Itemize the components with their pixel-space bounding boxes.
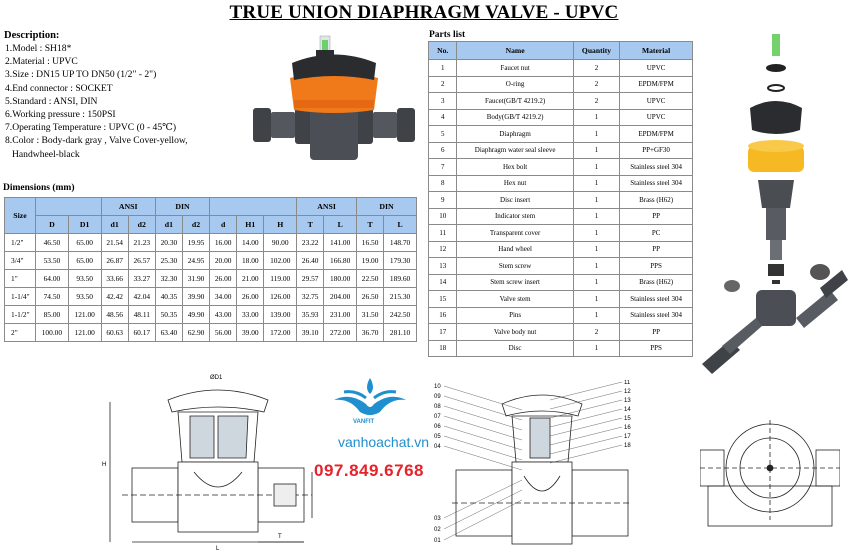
table-row bbox=[5, 270, 417, 288]
parts-cell: 3 bbox=[429, 93, 457, 110]
dimension-column-header: d2 bbox=[128, 216, 155, 234]
dimension-cell: 180.00 bbox=[324, 270, 357, 288]
description-line: 1.Model : SH18* bbox=[5, 43, 72, 54]
table-row bbox=[429, 60, 693, 77]
size-cell: 2" bbox=[5, 324, 36, 342]
svg-text:L: L bbox=[216, 546, 220, 552]
parts-cell: PC bbox=[620, 225, 693, 242]
parts-cell: 1 bbox=[429, 60, 457, 77]
parts-cell: Stainless steel 304 bbox=[620, 159, 693, 176]
parts-cell: 2 bbox=[429, 76, 457, 93]
part-number-label: 17 bbox=[624, 434, 631, 440]
parts-cell: Stem screw bbox=[457, 258, 573, 275]
website-text: vanhoachat.vn bbox=[338, 434, 430, 450]
parts-cell: Brass (H62) bbox=[620, 192, 693, 209]
parts-cell: 8 bbox=[429, 175, 457, 192]
dimension-cell: 85.00 bbox=[36, 306, 69, 324]
parts-cell: 10 bbox=[429, 208, 457, 225]
exploded-view bbox=[700, 28, 848, 388]
size-cell: 1-1/2" bbox=[5, 306, 36, 324]
parts-cell: 1 bbox=[573, 340, 619, 357]
parts-cell: PPS bbox=[620, 340, 693, 357]
dimension-cell: 141.00 bbox=[324, 234, 357, 252]
parts-cell: Valve body nut bbox=[457, 324, 573, 341]
dimension-cell: 39.10 bbox=[297, 324, 324, 342]
dimension-cell: 172.00 bbox=[264, 324, 297, 342]
part-number-label: 02 bbox=[434, 527, 441, 533]
dimension-cell: 272.00 bbox=[324, 324, 357, 342]
parts-cell: 1 bbox=[573, 241, 619, 258]
parts-cell: PP+GF30 bbox=[620, 142, 693, 159]
dimension-cell: 121.00 bbox=[68, 306, 101, 324]
ansi-header: ANSI bbox=[101, 198, 155, 216]
table-row bbox=[429, 159, 693, 176]
description-line: 3.Size : DN15 UP TO DN50 (1/2" - 2") bbox=[5, 69, 157, 81]
part-number-label: 11 bbox=[624, 380, 631, 386]
table-row bbox=[5, 306, 417, 324]
dimension-cell: 50.35 bbox=[155, 306, 182, 324]
din-header-2: DIN bbox=[357, 198, 417, 216]
dimensions-table bbox=[4, 197, 417, 342]
parts-cell: 14 bbox=[429, 274, 457, 291]
dimension-cell: 281.10 bbox=[384, 324, 417, 342]
parts-cell: Stainless steel 304 bbox=[620, 175, 693, 192]
parts-cell: PP bbox=[620, 324, 693, 341]
parts-column-header: No. bbox=[429, 42, 457, 60]
parts-list-table bbox=[428, 41, 693, 357]
parts-cell: 12 bbox=[429, 241, 457, 258]
part-number-label: 14 bbox=[624, 407, 631, 413]
table-row bbox=[429, 208, 693, 225]
table-row bbox=[429, 291, 693, 308]
parts-cell: 1 bbox=[573, 159, 619, 176]
dimension-cell: 33.66 bbox=[101, 270, 128, 288]
parts-cell: 1 bbox=[573, 274, 619, 291]
parts-cell: Pins bbox=[457, 307, 573, 324]
parts-cell: Brass (H62) bbox=[620, 274, 693, 291]
parts-cell: 1 bbox=[573, 142, 619, 159]
table-row bbox=[429, 126, 693, 143]
table-row bbox=[429, 241, 693, 258]
dimension-cell: 102.00 bbox=[264, 252, 297, 270]
parts-cell: O-ring bbox=[457, 76, 573, 93]
description-heading: Description: bbox=[4, 30, 60, 41]
dimension-cell: 62.90 bbox=[182, 324, 209, 342]
parts-cell: 6 bbox=[429, 142, 457, 159]
description-line: 8.Color : Body-dark gray , Valve Cover-yellow, bbox=[5, 135, 188, 147]
dimension-column-header: D1 bbox=[68, 216, 101, 234]
size-cell: 1-1/4" bbox=[5, 288, 36, 306]
dimension-cell: 53.50 bbox=[36, 252, 69, 270]
dimension-column-header: L bbox=[324, 216, 357, 234]
dimension-cell: 48.56 bbox=[101, 306, 128, 324]
ansi-header-2: ANSI bbox=[297, 198, 357, 216]
table-row bbox=[429, 109, 693, 126]
description-line: Handwheel-black bbox=[12, 148, 80, 160]
dimension-cell: 63.40 bbox=[155, 324, 182, 342]
dimension-cell: 189.60 bbox=[384, 270, 417, 288]
dimension-cell: 20.00 bbox=[210, 252, 237, 270]
dimension-cell: 31.50 bbox=[357, 306, 384, 324]
dimension-cell: 231.00 bbox=[324, 306, 357, 324]
dimension-cell: 26.40 bbox=[297, 252, 324, 270]
parts-cell: UPVC bbox=[620, 93, 693, 110]
table-row bbox=[429, 192, 693, 209]
dimension-cell: 60.17 bbox=[128, 324, 155, 342]
dimension-cell: 31.90 bbox=[182, 270, 209, 288]
svg-text:ØD1: ØD1 bbox=[210, 375, 223, 381]
parts-cell: 1 bbox=[573, 175, 619, 192]
size-cell: 1" bbox=[5, 270, 36, 288]
dimension-cell: 204.00 bbox=[324, 288, 357, 306]
parts-cell: 2 bbox=[573, 60, 619, 77]
din-header: DIN bbox=[155, 198, 209, 216]
dimension-cell: 21.54 bbox=[101, 234, 128, 252]
parts-cell: 2 bbox=[573, 93, 619, 110]
dimension-cell: 215.30 bbox=[384, 288, 417, 306]
dimension-column-header: d bbox=[210, 216, 237, 234]
dimension-cell: 26.00 bbox=[210, 270, 237, 288]
dimension-cell: 64.00 bbox=[36, 270, 69, 288]
dimension-cell: 32.75 bbox=[297, 288, 324, 306]
table-row bbox=[429, 76, 693, 93]
dimension-cell: 21.00 bbox=[237, 270, 264, 288]
dimension-column-header: d1 bbox=[101, 216, 128, 234]
parts-cell: 1 bbox=[573, 208, 619, 225]
part-number-label: 08 bbox=[434, 404, 441, 410]
dimension-cell: 60.63 bbox=[101, 324, 128, 342]
parts-cell: Diaphragm water seal sleeve bbox=[457, 142, 573, 159]
dimension-cell: 242.50 bbox=[384, 306, 417, 324]
description-line: 6.Working pressure : 150PSI bbox=[5, 109, 116, 120]
dimension-column-header: H bbox=[264, 216, 297, 234]
parts-column-header: Quantity bbox=[573, 42, 619, 60]
dimension-cell: 40.35 bbox=[155, 288, 182, 306]
dimension-column-header: d2 bbox=[182, 216, 209, 234]
part-number-label: 12 bbox=[624, 389, 631, 395]
table-row bbox=[5, 252, 417, 270]
parts-cell: UPVC bbox=[620, 60, 693, 77]
parts-cell: Stainless steel 304 bbox=[620, 291, 693, 308]
parts-cell: 13 bbox=[429, 258, 457, 275]
table-row bbox=[5, 288, 417, 306]
parts-cell: Faucet(GB/T 4219.2) bbox=[457, 93, 573, 110]
dimension-cell: 36.70 bbox=[357, 324, 384, 342]
dimension-cell: 35.93 bbox=[297, 306, 324, 324]
parts-cell: Indicator stem bbox=[457, 208, 573, 225]
dimension-column-header: D bbox=[36, 216, 69, 234]
dimension-cell: 21.23 bbox=[128, 234, 155, 252]
dimension-column-header: d1 bbox=[155, 216, 182, 234]
parts-cell: Valve stem bbox=[457, 291, 573, 308]
parts-cell: Disc bbox=[457, 340, 573, 357]
table-row bbox=[429, 225, 693, 242]
dimension-cell: 39.90 bbox=[182, 288, 209, 306]
dimension-cell: 148.70 bbox=[384, 234, 417, 252]
parts-cell: 17 bbox=[429, 324, 457, 341]
dimension-cell: 34.00 bbox=[210, 288, 237, 306]
parts-cell: 15 bbox=[429, 291, 457, 308]
dimension-cell: 23.22 bbox=[297, 234, 324, 252]
description-line: 5.Standard : ANSI, DIN bbox=[5, 95, 98, 107]
dimension-cell: 56.00 bbox=[210, 324, 237, 342]
dimension-cell: 93.50 bbox=[68, 288, 101, 306]
parts-cell: Body(GB/T 4219.2) bbox=[457, 109, 573, 126]
dimension-cell: 48.11 bbox=[128, 306, 155, 324]
dimension-cell: 93.50 bbox=[68, 270, 101, 288]
parts-cell: 1 bbox=[573, 192, 619, 209]
parts-cell: 18 bbox=[429, 340, 457, 357]
dimension-cell: 74.50 bbox=[36, 288, 69, 306]
dimension-cell: 100.00 bbox=[36, 324, 69, 342]
parts-cell: 9 bbox=[429, 192, 457, 209]
dimension-cell: 42.42 bbox=[101, 288, 128, 306]
cross-section-drawing-left bbox=[98, 372, 328, 553]
parts-cell: UPVC bbox=[620, 109, 693, 126]
parts-cell: 2 bbox=[573, 324, 619, 341]
dimension-cell: 24.95 bbox=[182, 252, 209, 270]
dimension-cell: 65.00 bbox=[68, 252, 101, 270]
part-number-label: 05 bbox=[434, 434, 441, 440]
parts-cell: 2 bbox=[573, 76, 619, 93]
size-cell: 1/2" bbox=[5, 234, 36, 252]
table-row bbox=[5, 234, 417, 252]
dimension-column-header: L bbox=[384, 216, 417, 234]
dimension-column-header: H1 bbox=[237, 216, 264, 234]
parts-cell: 1 bbox=[573, 258, 619, 275]
cross-section-drawing-right bbox=[432, 380, 644, 553]
dimension-cell: 121.00 bbox=[68, 324, 101, 342]
parts-cell: EPDM/FPM bbox=[620, 126, 693, 143]
part-number-label: 01 bbox=[434, 538, 441, 544]
parts-cell: Stainless steel 304 bbox=[620, 307, 693, 324]
dimension-cell: 39.00 bbox=[237, 324, 264, 342]
dimension-cell: 20.30 bbox=[155, 234, 182, 252]
parts-column-header: Material bbox=[620, 42, 693, 60]
parts-cell: 4 bbox=[429, 109, 457, 126]
part-number-label: 06 bbox=[434, 424, 441, 430]
table-row bbox=[429, 324, 693, 341]
parts-cell: Hex bolt bbox=[457, 159, 573, 176]
table-row bbox=[429, 175, 693, 192]
dimension-cell: 16.00 bbox=[210, 234, 237, 252]
dimension-cell: 16.50 bbox=[357, 234, 384, 252]
dimension-cell: 90.00 bbox=[264, 234, 297, 252]
dimension-cell: 43.00 bbox=[210, 306, 237, 324]
parts-cell: 7 bbox=[429, 159, 457, 176]
parts-cell: PP bbox=[620, 208, 693, 225]
parts-cell: 5 bbox=[429, 126, 457, 143]
parts-cell: 16 bbox=[429, 307, 457, 324]
dimension-cell: 32.30 bbox=[155, 270, 182, 288]
dimension-cell: 19.00 bbox=[357, 252, 384, 270]
dimension-cell: 33.27 bbox=[128, 270, 155, 288]
dimension-cell: 126.00 bbox=[264, 288, 297, 306]
dimension-cell: 29.57 bbox=[297, 270, 324, 288]
description-line: 4.End connector : SOCKET bbox=[5, 82, 113, 94]
dimension-cell: 139.00 bbox=[264, 306, 297, 324]
dimension-cell: 119.00 bbox=[264, 270, 297, 288]
dimension-column-header: T bbox=[297, 216, 324, 234]
parts-cell: Faucet nut bbox=[457, 60, 573, 77]
parts-column-header: Name bbox=[457, 42, 573, 60]
valve-photo bbox=[250, 28, 420, 163]
dimension-cell: 46.50 bbox=[36, 234, 69, 252]
dimension-cell: 25.30 bbox=[155, 252, 182, 270]
size-header: Size bbox=[5, 198, 36, 234]
table-row bbox=[5, 324, 417, 342]
part-number-label: 16 bbox=[624, 425, 631, 431]
parts-list-heading: Parts list bbox=[429, 30, 466, 40]
dimension-cell: 22.50 bbox=[357, 270, 384, 288]
part-number-label: 04 bbox=[434, 444, 441, 450]
svg-text:T: T bbox=[278, 534, 282, 540]
table-row bbox=[429, 307, 693, 324]
dimension-cell: 26.57 bbox=[128, 252, 155, 270]
page-title: TRUE UNION DIAPHRAGM VALVE - UPVC bbox=[229, 2, 619, 23]
table-row bbox=[429, 93, 693, 110]
parts-cell: Hex nut bbox=[457, 175, 573, 192]
end-view-drawing bbox=[700, 420, 840, 530]
part-number-label: 10 bbox=[434, 384, 441, 390]
dimension-cell: 179.30 bbox=[384, 252, 417, 270]
table-row bbox=[429, 274, 693, 291]
dimension-column-header: T bbox=[357, 216, 384, 234]
dimension-cell: 26.00 bbox=[237, 288, 264, 306]
dimension-cell: 26.50 bbox=[357, 288, 384, 306]
parts-cell: Hand wheel bbox=[457, 241, 573, 258]
part-number-label: 07 bbox=[434, 414, 441, 420]
parts-cell: 1 bbox=[573, 109, 619, 126]
part-number-label: 13 bbox=[624, 398, 631, 404]
dimension-cell: 33.00 bbox=[237, 306, 264, 324]
dimension-cell: 26.87 bbox=[101, 252, 128, 270]
parts-cell: Transparent cover bbox=[457, 225, 573, 242]
parts-cell: Disc insert bbox=[457, 192, 573, 209]
parts-cell: 11 bbox=[429, 225, 457, 242]
dimension-cell: 166.80 bbox=[324, 252, 357, 270]
dimension-cell: 19.95 bbox=[182, 234, 209, 252]
size-cell: 3/4" bbox=[5, 252, 36, 270]
parts-cell: 1 bbox=[573, 291, 619, 308]
dimension-cell: 49.90 bbox=[182, 306, 209, 324]
brand-logo bbox=[330, 376, 410, 424]
description-line: 2.Material : UPVC bbox=[5, 56, 78, 68]
dimensions-heading: Dimensions (mm) bbox=[3, 183, 75, 193]
parts-cell: PPS bbox=[620, 258, 693, 275]
dimension-cell: 18.00 bbox=[237, 252, 264, 270]
part-number-label: 09 bbox=[434, 394, 441, 400]
parts-cell: PP bbox=[620, 241, 693, 258]
part-number-label: 15 bbox=[624, 416, 631, 422]
parts-cell: 1 bbox=[573, 307, 619, 324]
dimension-cell: 42.04 bbox=[128, 288, 155, 306]
parts-cell: Stem screw insert bbox=[457, 274, 573, 291]
table-row bbox=[429, 340, 693, 357]
svg-text:H: H bbox=[102, 462, 107, 468]
table-row bbox=[429, 258, 693, 275]
dimension-cell: 14.00 bbox=[237, 234, 264, 252]
description-line: 7.Operating Temperature : UPVC (0 - 45℃) bbox=[5, 122, 177, 134]
parts-cell: Diaphragm bbox=[457, 126, 573, 143]
parts-cell: 1 bbox=[573, 225, 619, 242]
part-number-label: 03 bbox=[434, 516, 441, 522]
part-number-label: 18 bbox=[624, 443, 631, 449]
table-row bbox=[429, 142, 693, 159]
phone-number: 097.849.6768 bbox=[314, 461, 424, 480]
parts-cell: EPDM/FPM bbox=[620, 76, 693, 93]
parts-cell: 1 bbox=[573, 126, 619, 143]
brand-logo-text: VANFIT bbox=[353, 419, 375, 425]
dimension-cell: 65.00 bbox=[68, 234, 101, 252]
